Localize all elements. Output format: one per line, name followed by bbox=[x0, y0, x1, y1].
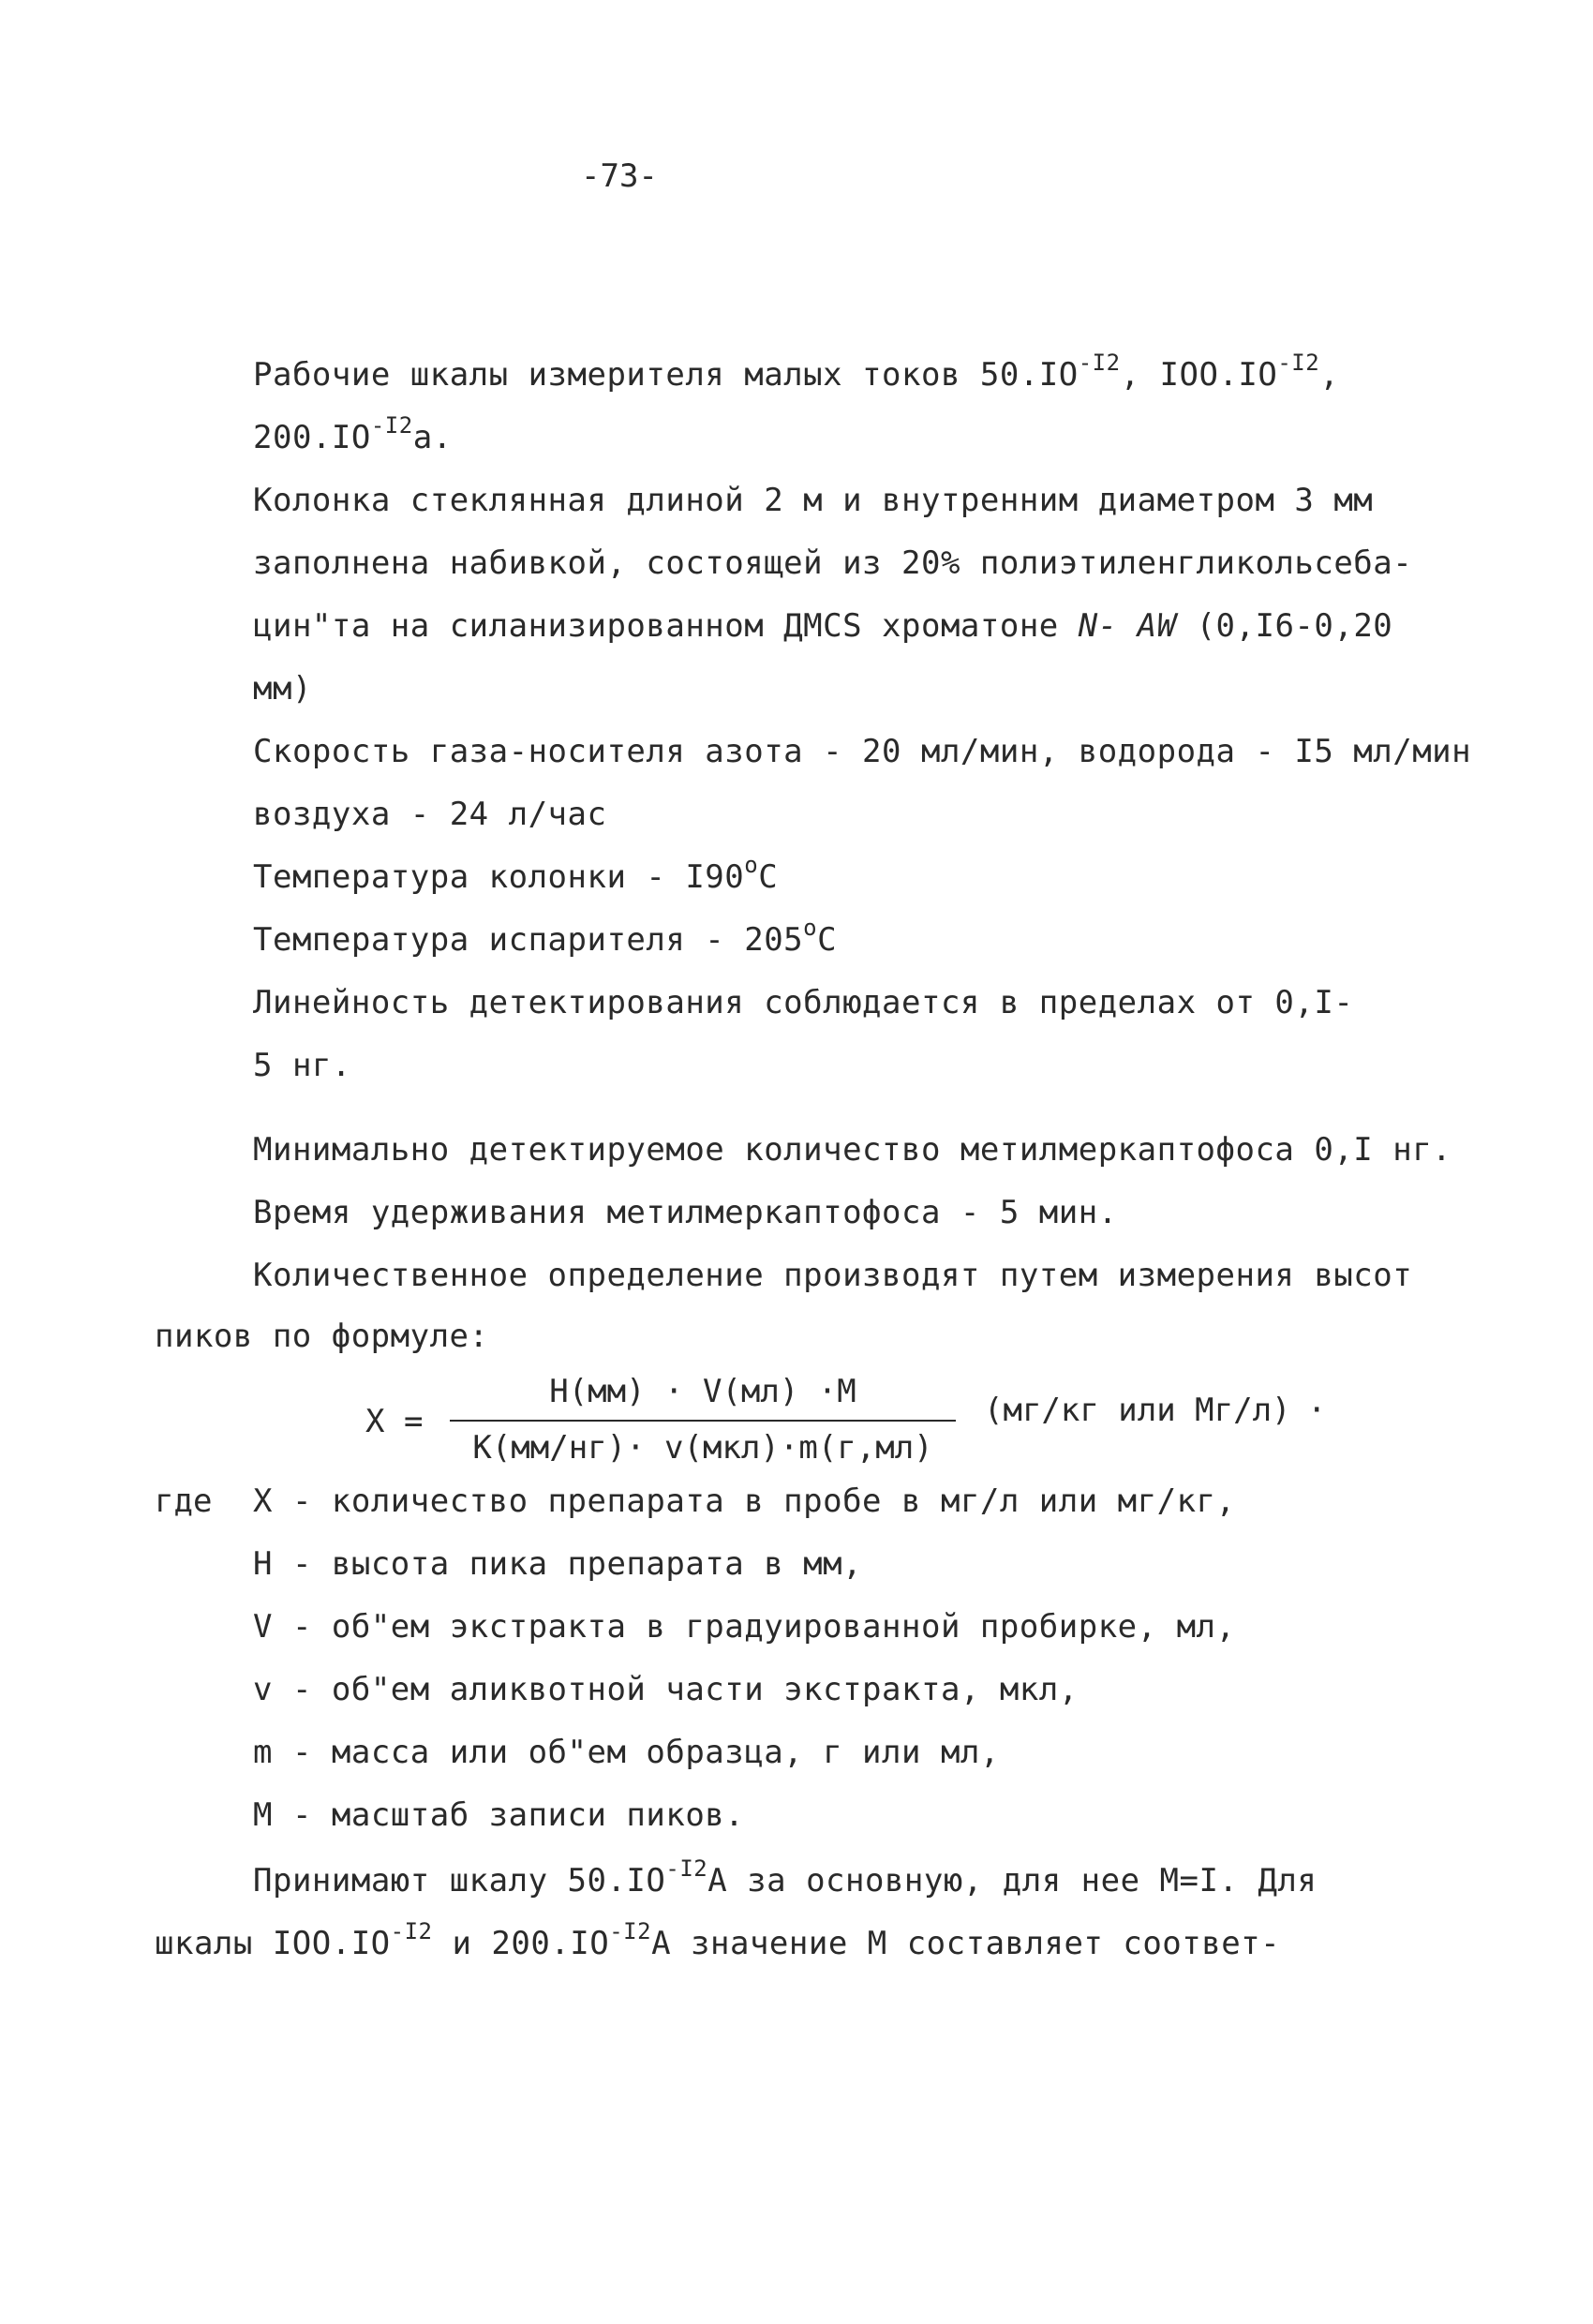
formula-lhs: X = bbox=[365, 1403, 424, 1440]
text-line-11: Линейность детектирования соблюдается в пределах от 0,I- bbox=[253, 984, 1354, 1021]
definition-item: V - об"ем экстракта в градуированной пробирке, мл, bbox=[253, 1608, 1236, 1646]
text-line-6: мм) bbox=[253, 670, 312, 708]
formula-denominator: K(мм/нг)· v(мкл)·m(г,мл) bbox=[472, 1429, 933, 1467]
text-line-4: заполнена набивкой, состоящей из 20% полиэтиленгликольсеба- bbox=[253, 544, 1413, 582]
text-line-14: Время удерживания метилмеркаптофоса - 5 мин. bbox=[253, 1194, 1118, 1231]
text-line-16: пиков по формуле: bbox=[155, 1318, 489, 1355]
text-line-7: Скорость газа-носителя азота - 20 мл/мин, водорода - I5 мл/мин bbox=[253, 733, 1472, 770]
text-line-1: Рабочие шкалы измерителя малых токов $50.IO^{-I2}$, $IOO.IO^{-I2}$, bbox=[253, 350, 1340, 394]
text-line-12: 5 нг. bbox=[253, 1047, 351, 1084]
definition-item: H - высота пика препарата в мм, bbox=[253, 1545, 863, 1583]
text-line-5: цин"та на силанизированном ДМСS хроматоне N- AW (0,I6-0,20 bbox=[253, 607, 1393, 645]
definition-item: M - масштаб записи пиков. bbox=[253, 1796, 745, 1834]
text-line-13: Минимально детектируемое количество метилмеркаптофоса 0,I нг. bbox=[253, 1131, 1452, 1169]
formula-trailing-dot: · bbox=[1307, 1392, 1327, 1429]
fraction-bar bbox=[450, 1420, 956, 1422]
definition-item: m - масса или об"ем образца, г или мл, bbox=[253, 1734, 1000, 1771]
definitions-where-label: где bbox=[155, 1482, 213, 1520]
text-line-3: Колонка стеклянная длиной 2 м и внутренним диаметром 3 мм bbox=[253, 482, 1374, 519]
text-line-15: Количественное определение производят путем измерения высот bbox=[253, 1257, 1413, 1294]
definition-item: X - количество препарата в пробе в мг/л или мг/кг, bbox=[253, 1482, 1236, 1520]
definition-item: v - об"ем аликвотной части экстракта, мкл, bbox=[253, 1671, 1079, 1708]
formula bbox=[365, 1373, 1443, 1476]
closing-line-1: Принимают шкалу $50.IO^{-I2}A$ за основную, для нее M=I. Для bbox=[253, 1855, 1318, 1899]
text-line-2: $200.IO^{-I2}а$. bbox=[253, 412, 453, 456]
text-line-8: воздуха - 24 л/час bbox=[253, 796, 607, 833]
closing-line-2: шкалы $IOO.IO^{-I2}$ и $200.IO^{-I2}A$ значение M составляет соответ- bbox=[155, 1918, 1281, 1962]
text-line-9: Температура колонки - I90$^o$C bbox=[253, 852, 779, 896]
formula-units: (мг/кг или Мг/л) bbox=[984, 1392, 1291, 1429]
formula-numerator: H(мм) · V(мл) ·M bbox=[549, 1373, 856, 1410]
page-number: -73- bbox=[581, 157, 658, 195]
text-line-10: Температура испарителя - 205$^o$C bbox=[253, 915, 838, 959]
